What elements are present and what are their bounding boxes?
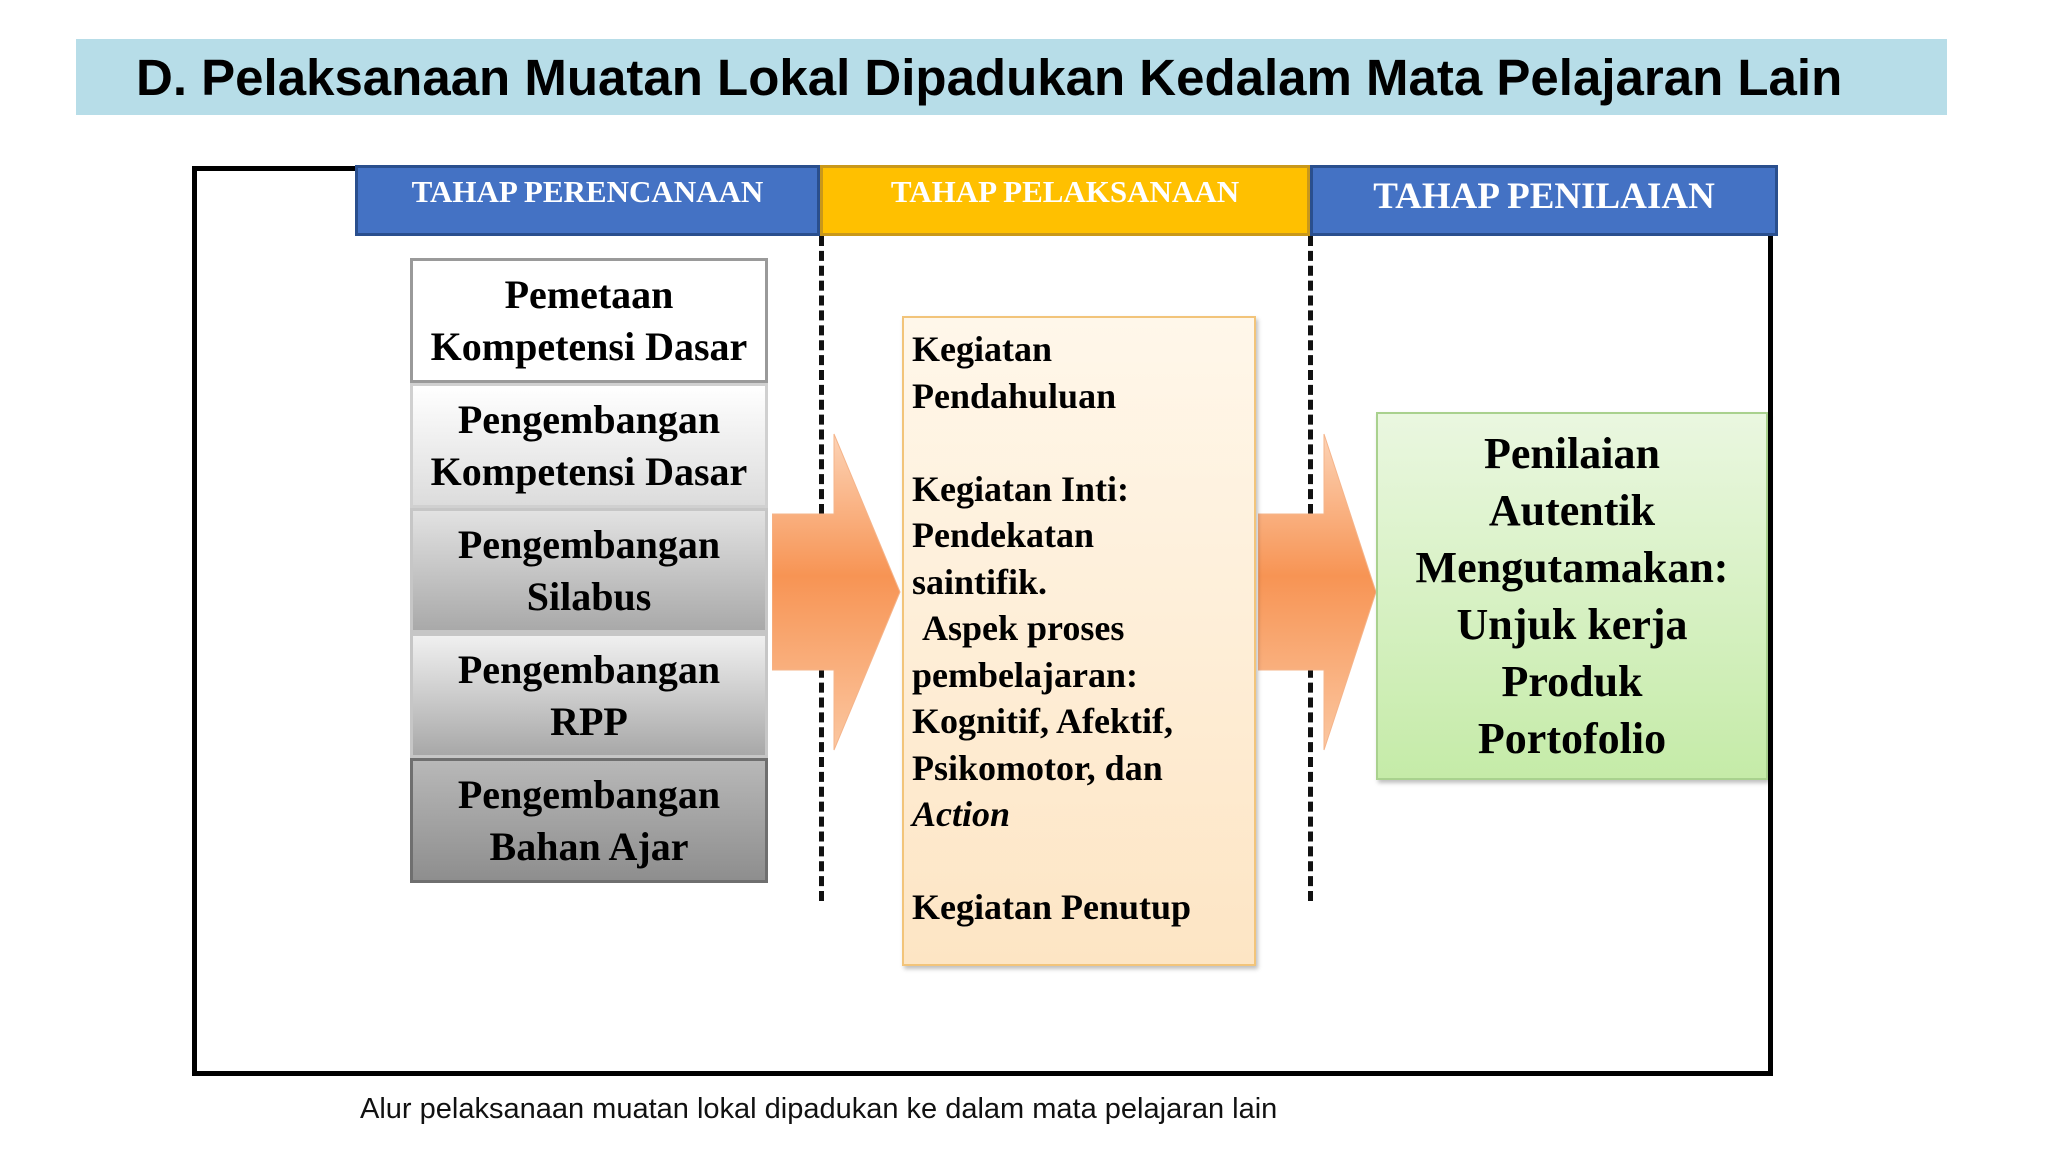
- step-line: Bahan Ajar: [489, 823, 689, 869]
- assessment-line: Mengutamakan:: [1415, 543, 1729, 592]
- phase-header-implementation: TAHAP PELAKSANAAN: [820, 165, 1310, 236]
- step-line: Pengembangan: [457, 521, 721, 567]
- implementation-activities: [902, 316, 1256, 966]
- activity-line: Kegiatan: [912, 329, 1052, 369]
- planning-step-3: [410, 508, 768, 633]
- activity-line: Pendekatan: [912, 515, 1095, 555]
- phase-header-planning: TAHAP PERENCANAAN: [355, 165, 820, 236]
- step-line: Pengembangan: [457, 396, 721, 442]
- page-title: D. Pelaksanaan Muatan Lokal Dipadukan Kedalam Mata Pelajaran Lain: [136, 48, 1843, 106]
- title-bar: [76, 39, 1947, 115]
- assessment-line: Produk: [1501, 657, 1643, 706]
- step-line: RPP: [550, 698, 628, 744]
- activity-line-action: Action: [912, 794, 1011, 834]
- planning-step-5: [410, 758, 768, 883]
- activity-line: Aspek proses: [922, 608, 1125, 648]
- step-line: Kompetensi Dasar: [430, 448, 748, 494]
- planning-step-2: [410, 383, 768, 508]
- assessment-box: [1376, 412, 1768, 780]
- planning-step-1: [410, 258, 768, 383]
- activity-line: Kognitif, Afektif,: [912, 701, 1173, 741]
- step-line: Pengembangan: [457, 646, 721, 692]
- figure-caption: Alur pelaksanaan muatan lokal dipadukan ke dalam mata pelajaran lain: [360, 1093, 1278, 1125]
- step-line: Kompetensi Dasar: [430, 323, 748, 369]
- activity-line: Pendahuluan: [912, 375, 1117, 416]
- step-line: Pemetaan: [504, 271, 674, 317]
- flow-arrow-right-icon: [772, 432, 902, 752]
- step-line: Silabus: [526, 573, 652, 619]
- flow-arrow-right-icon: [1258, 432, 1388, 752]
- activity-line: pembelajaran:: [912, 654, 1138, 695]
- planning-step-4: [410, 633, 768, 758]
- assessment-line: Portofolio: [1477, 714, 1667, 763]
- step-line: Pengembangan: [457, 771, 721, 817]
- assessment-line: Unjuk kerja: [1456, 600, 1688, 649]
- frame-top-edge: [192, 166, 357, 171]
- activity-line: saintifik.: [912, 561, 1048, 602]
- assessment-line: Penilaian: [1483, 429, 1661, 478]
- assessment-line: Autentik: [1488, 486, 1656, 535]
- phase-header-assessment: TAHAP PENILAIAN: [1310, 165, 1778, 236]
- activity-line: Kegiatan Inti:: [912, 468, 1130, 509]
- activity-line: Psikomotor, dan: [912, 747, 1163, 788]
- activity-line-closing: Kegiatan Penutup: [912, 887, 1192, 927]
